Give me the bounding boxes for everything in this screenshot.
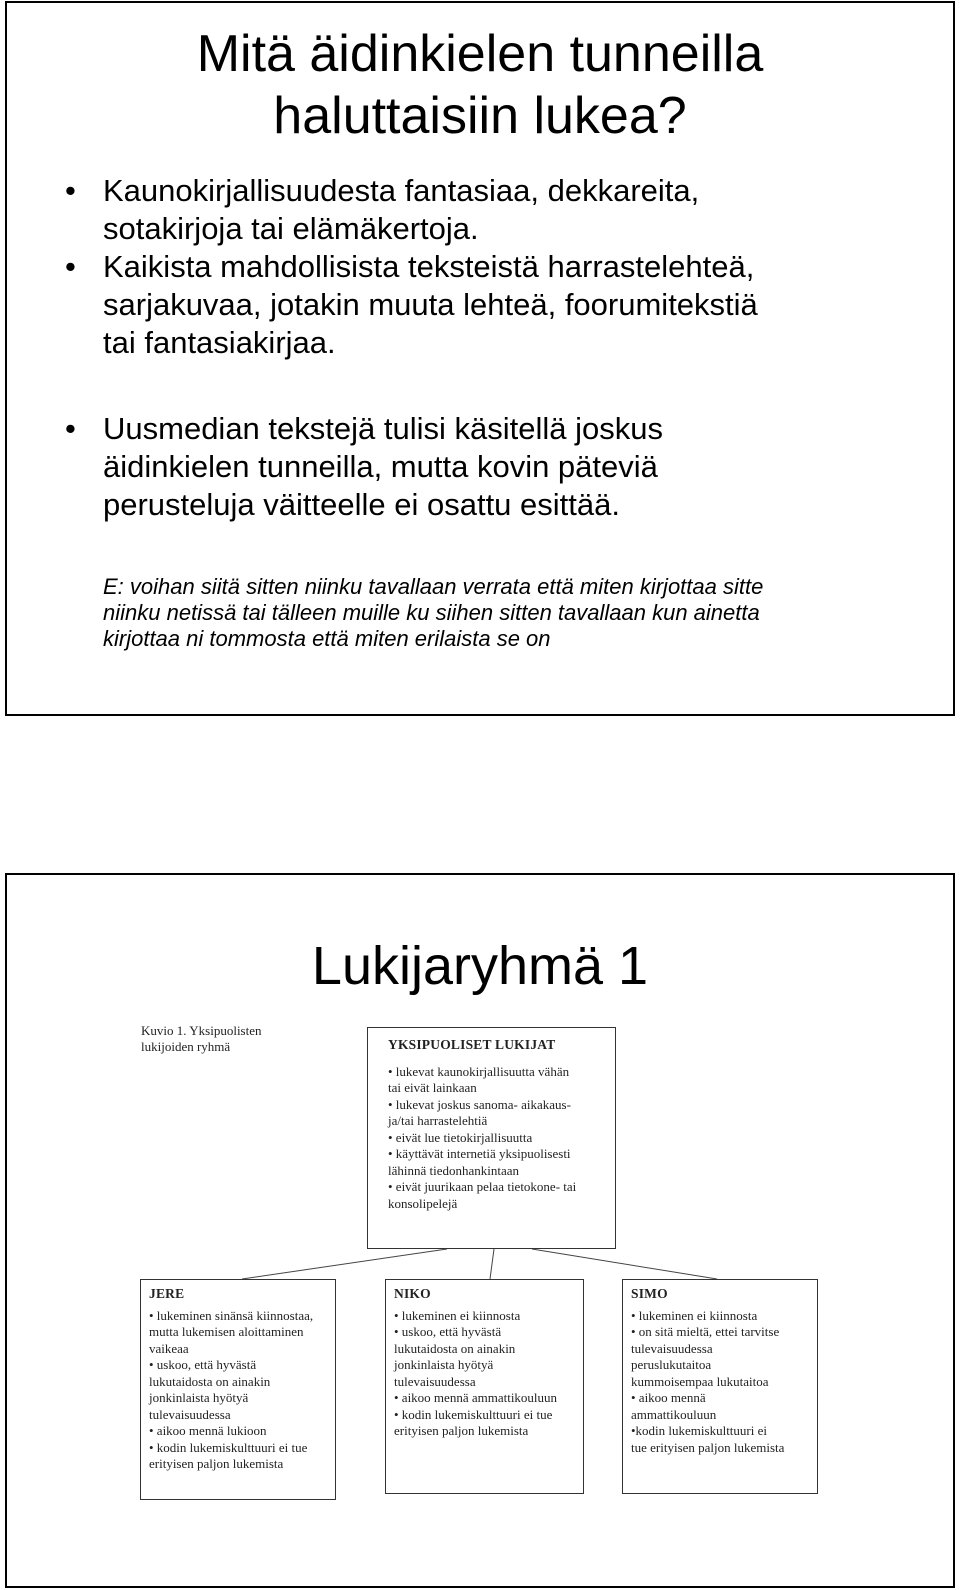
bullet-icon: • [65,411,76,446]
box-simo [622,1279,818,1494]
box-line: • lukevat joskus sanoma- aikakaus- [388,1096,571,1112]
box-line: tai eivät lainkaan [388,1080,477,1095]
box-line: tue erityisen paljon lukemista [631,1439,785,1455]
box-line: kummoisempaa lukutaitoa [631,1373,769,1389]
box-title: JERE [149,1286,185,1301]
reader-group-figure [7,875,953,1586]
box-line: tulevaisuudessa [394,1373,476,1389]
box-line: mutta lukemisen aloittaminen [149,1324,304,1339]
box-line: • lukevat kaunokirjallisuutta vähän [388,1063,570,1079]
slide-2 [5,873,955,1588]
quote-line: E: voihan siitä sitten niinku tavallaan verrata että miten kirjottaa sitte [103,574,764,599]
interview-quote [103,574,923,652]
box-line: • eivät lue tietokirjallisuutta [388,1129,533,1145]
quote-line: kirjottaa ni tommosta että miten erilaista se on [103,626,551,651]
box-line: • kodin lukemiskulttuuri ei tue [149,1439,308,1455]
bullet-line: äidinkielen tunneilla, mutta kovin päteviä [103,449,658,484]
box-niko [385,1279,584,1494]
box-line: lukutaidosta on ainakin [394,1340,516,1356]
bullet-line: Kaikista mahdollisista teksteistä harrastelehteä, [103,249,755,284]
box-yksipuoliset-lukijat [367,1027,616,1249]
quote-line: niinku netissä tai tälleen muille ku siihen sitten tavallaan kun ainetta [103,600,760,625]
box-line: • aikoo mennä lukioon [149,1423,267,1438]
connector-line-niko [490,1249,494,1279]
bullet-line: sotakirjoja tai elämäkertoja. [103,211,479,246]
box-line: • uskoo, että hyvästä [149,1357,257,1372]
bullet-icon: • [65,249,76,284]
box-line: jonkinlaista hyötyä [149,1390,249,1405]
bullet-item [62,410,932,524]
bullet-list-bottom [62,410,932,524]
box-line: • aikoo mennä ammattikouluun [394,1390,558,1405]
bullet-line: tai fantasiakirjaa. [103,325,336,360]
bullet-line: perusteluja väitteelle ei osattu esittää. [103,487,620,522]
box-line: • on sitä mieltä, ettei tarvitse [631,1324,780,1339]
box-line: • lukeminen ei kiinnosta [631,1307,758,1323]
box-line: peruslukutaitoa [631,1357,712,1372]
slide-1-title-line: haluttaisiin lukea? [273,87,687,145]
box-title: YKSIPUOLISET LUKIJAT [388,1037,556,1052]
box-title: NIKO [394,1286,431,1301]
slide-1-title-line: Mitä äidinkielen tunneilla [196,25,764,83]
slide-2-title: Lukijaryhmä 1 [311,936,649,996]
box-jere [140,1279,336,1500]
box-line: ammattikouluun [631,1406,717,1422]
box-line: vaikeaa [149,1340,189,1356]
bullet-icon: • [65,173,76,208]
box-line: • aikoo mennä [631,1390,706,1405]
box-line: jonkinlaista hyötyä [394,1357,494,1372]
connector-line-jere [242,1249,447,1279]
box-line: konsolipelejä [388,1195,458,1211]
box-line: • lukeminen sinänsä kiinnostaa, [149,1307,314,1323]
box-line: erityisen paljon lukemista [394,1423,529,1438]
box-line: • lukeminen ei kiinnosta [394,1307,521,1323]
bullet-item [62,172,932,248]
slide-1 [5,1,955,716]
bullet-line: Kaunokirjallisuudesta fantasiaa, dekkareita, [103,173,700,208]
box-line: erityisen paljon lukemista [149,1456,284,1471]
box-line: ja/tai harrastelehtiä [388,1113,488,1128]
bullet-line: sarjakuvaa, jotakin muuta lehteä, foorumitekstiä [103,287,758,322]
box-line: •kodin lukemiskulttuuri ei [631,1423,767,1438]
bullet-item [62,248,932,362]
box-line: tulevaisuudessa [149,1406,231,1422]
box-title: SIMO [631,1286,668,1301]
bullet-line: Uusmedian tekstejä tulisi käsitellä joskus [103,411,663,446]
box-line: lähinnä tiedonhankintaan [388,1162,520,1178]
box-line: tulevaisuudessa [631,1340,713,1356]
box-line: • eivät juurikaan pelaa tietokone- tai [388,1179,577,1194]
bullet-list-top [62,172,932,362]
figure-caption-line: lukijoiden ryhmä [141,1039,231,1054]
slide-1-title [7,23,953,147]
box-line: • uskoo, että hyvästä [394,1324,502,1339]
figure-caption [141,1023,262,1055]
figure-caption-line: Kuvio 1. Yksipuolisten [141,1023,262,1038]
box-line: lukutaidosta on ainakin [149,1373,271,1389]
box-line: • kodin lukemiskulttuuri ei tue [394,1406,553,1422]
box-line: • käyttävät internetiä yksipuolisesti [388,1146,571,1161]
connector-line-simo [532,1249,717,1279]
